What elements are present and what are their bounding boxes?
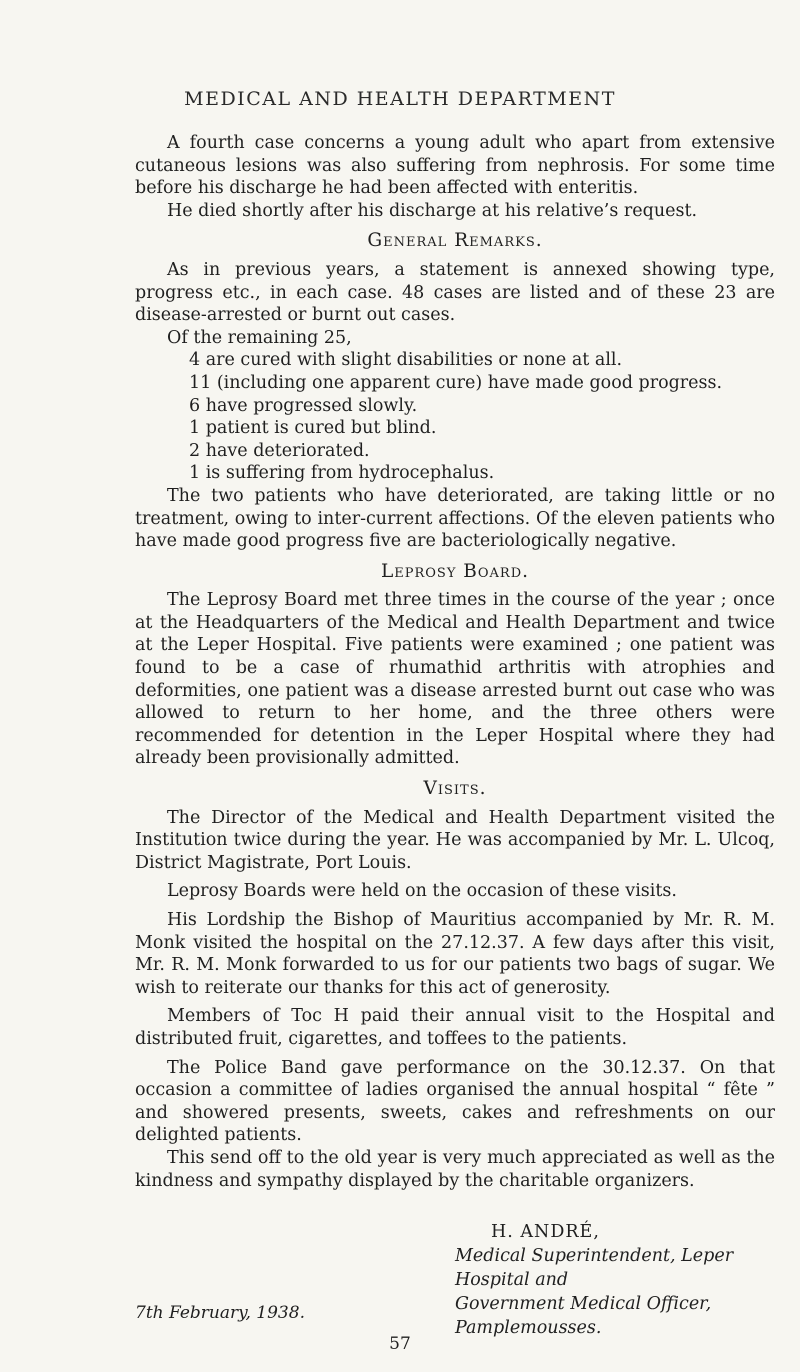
intro-paragraph-1: A fourth case concerns a young adult who apart from extensive cutaneous lesions was also suffering from nephrosis. For some time before his discharge he had been affected with enteritis. <box>135 133 775 199</box>
section-heading-leprosy-board: Leprosy Board. <box>380 560 530 582</box>
general-remarks-paragraph-2: Of the remaining 25, <box>167 327 352 348</box>
visits-paragraph-3: His Lordship the Bishop of Mauritius accompanied by Mr. R. M. Monk visited the hospital on the 27.12.37. A few days after this visit, Mr. R. M. Monk forwarded to us for our patients two bags of sugar. We wish to reiterate our thanks for this act of generosity. <box>135 910 775 998</box>
list-item: 6 have progressed slowly. <box>189 395 418 416</box>
list-item: 1 patient is cured but blind. <box>189 418 437 439</box>
page-number: 57 <box>389 1334 411 1354</box>
visits-paragraph-1: The Director of the Medical and Health Department visited the Institution twice during the year. He was accompanied by Mr. L. Ulcoq, District Magistrate, Port Louis. <box>135 807 775 873</box>
signatory-name: H. ANDRÉ, <box>491 1222 600 1243</box>
document-body <box>135 132 775 1340</box>
list-item: 4 are cured with slight disabilities or none at all. <box>189 350 623 371</box>
visits-paragraph-2: Leprosy Boards were held on the occasion of these visits. <box>167 881 677 902</box>
general-remarks-paragraph-3: The two patients who have deteriorated, are taking little or no treatment, owing to inter-current affections. Of the eleven patients who have made good progress five are bacteriologically negative. <box>135 485 775 552</box>
section-heading-general-remarks: General Remarks. <box>367 230 543 252</box>
section-heading-visits: Visits. <box>423 778 487 800</box>
list-item: 2 have deteriorated. <box>189 440 370 461</box>
page-header: MEDICAL AND HEALTH DEPARTMENT <box>184 88 616 110</box>
document-date: 7th February, 1938. <box>135 1303 305 1323</box>
signatory-title-line-2: Government Medical Officer, Pamplemousses. <box>455 1294 712 1339</box>
remaining-cases-list <box>135 349 775 485</box>
visits-paragraph-4: Members of Toc H paid their annual visit to the Hospital and distributed fruit, cigarettes, and toffees to the patients. <box>135 1006 775 1049</box>
list-item: 11 (including one apparent cure) have made good progress. <box>189 372 723 393</box>
signatory-title-line-1: Medical Superintendent, Leper Hospital and <box>455 1246 734 1291</box>
visits-paragraph-6: This send off to the old year is very much appreciated as well as the kindness and sympathy displayed by the charitable organizers. <box>135 1147 775 1191</box>
intro-paragraph-2: He died shortly after his discharge at his relative’s request. <box>167 200 698 221</box>
list-item: 1 is suffering from hydrocephalus. <box>189 463 495 484</box>
general-remarks-paragraph-1: As in previous years, a statement is annexed showing type, progress etc., in each case. 48 cases are listed and of these 23 are disease-arrested or burnt out cases. <box>135 259 775 326</box>
leprosy-board-paragraph: The Leprosy Board met three times in the course of the year ; once at the Headquarters of the Medical and Health Department and twice at the Leper Hospital. Five patients were examined ; one patient was found to be a case of rhumathid arthritis with atrophies and deformities, one patient was a disease arrested burnt out case who was allowed to return to her home, and the three others were recommended for detention in the Leper Hospital where they had already been provisionally admitted. <box>135 590 775 769</box>
visits-paragraph-5: The Police Band gave performance on the 30.12.37. On that occasion a committee of ladies organised the annual hospital “ fête ” and showered presents, sweets, cakes and refreshments on our delighted patients. <box>135 1057 775 1146</box>
